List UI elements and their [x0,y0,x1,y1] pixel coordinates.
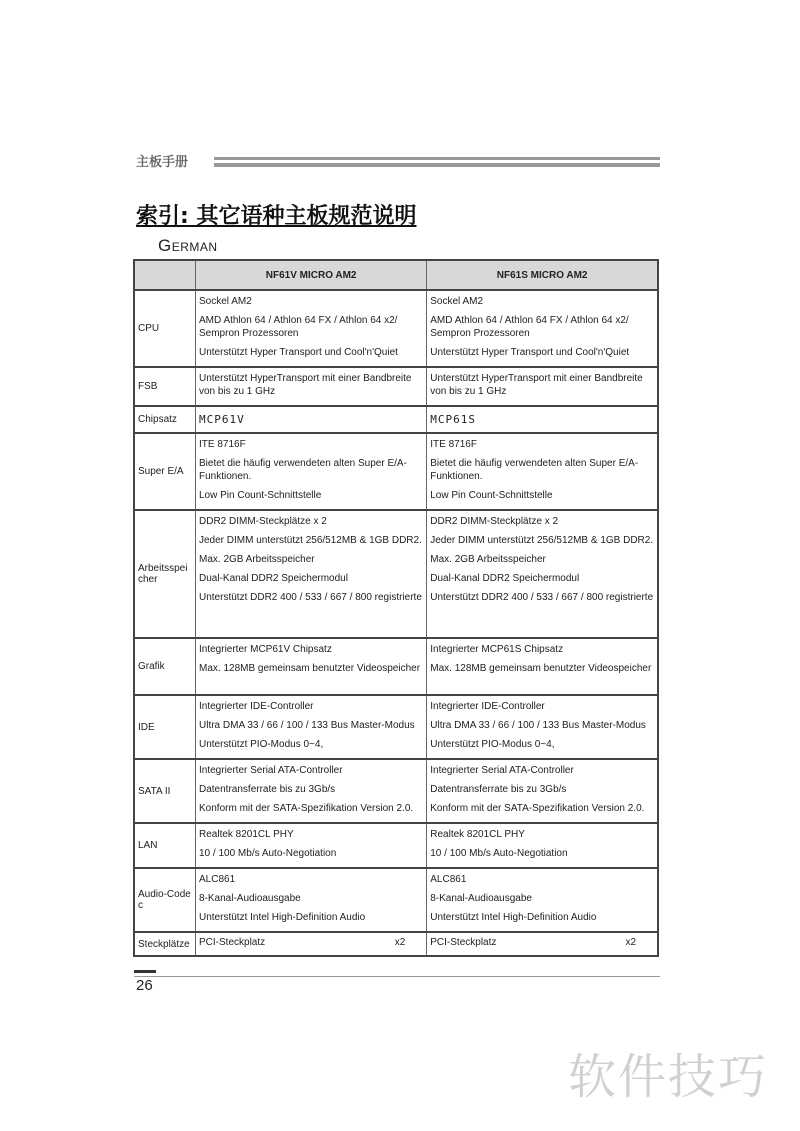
row-label: Chipsatz [134,406,196,433]
spec-line [199,802,423,815]
spec-cell [196,433,427,510]
spec-text: Dual-Kanal DDR2 Speichermodul [199,573,348,584]
spec-text: Unterstützt HyperTransport mit einer Bandbreite von bis zu 1 GHz [199,373,412,397]
table-row [134,433,658,510]
spec-line [199,489,423,502]
table-row [134,932,658,956]
spec-cell [196,510,427,638]
watermark: 软件技巧 [568,1049,769,1105]
spec-line [199,662,423,675]
spec-text: Low Pin Count-Schnittstelle [199,490,322,501]
spec-cell [427,932,658,956]
spec-text: Sockel AM2 [430,296,484,307]
spec-text: Integrierter MCP61V Chipsatz [199,644,332,655]
table-row [134,290,658,367]
spec-line [430,457,654,483]
header-rule [214,157,660,163]
spec-text: Ultra DMA 33 / 66 / 100 / 133 Bus Master-Modus [199,720,415,731]
spec-line [199,738,423,751]
spec-line [199,553,423,566]
spec-line [430,873,654,886]
spec-line [430,591,654,604]
spec-text: Unterstützt DDR2 400 / 533 / 667 / 800 registrierte [430,592,654,603]
spec-line [430,802,654,815]
spec-text: MCP61V [199,413,245,426]
spec-cell [196,290,427,367]
spec-line [199,534,423,547]
spec-line [199,372,423,398]
spec-line [199,643,423,656]
table-row [134,759,658,823]
spec-text: Unterstützt Hyper Transport und Cool'n'Quiet [430,347,630,358]
table-row [134,695,658,759]
spec-cell [427,510,658,638]
spec-text: PCI-Steckplatz [430,937,497,948]
spec-line [199,847,423,860]
spec-text: Jeder DIMM unterstützt 256/512MB & 1GB DDR2. [199,535,422,546]
spec-line [199,515,423,528]
spec-cell [196,406,427,433]
table-row [134,638,658,695]
row-label: LAN [134,823,196,868]
spec-line [430,911,654,924]
row-label: SATA II [134,759,196,823]
spec-text: Low Pin Count-Schnittstelle [430,490,553,501]
spec-text: Integrierter IDE-Controller [199,701,314,712]
spec-text: PCI-Steckplatz [199,937,266,948]
row-label: Arbeitsspeicher [134,510,196,638]
spec-line [199,764,423,777]
spec-line [430,719,654,732]
table-row [134,868,658,932]
language-heading: German [158,236,218,255]
spec-cell [427,290,658,367]
spec-line [430,534,654,547]
spec-text: Unterstützt Intel High-Definition Audio [430,912,597,923]
spec-cell [196,823,427,868]
spec-line [199,719,423,732]
spec-line [430,764,654,777]
spec-line [430,700,654,713]
spec-text: DDR2 DIMM-Steckplätze x 2 [199,516,327,527]
spec-line [430,489,654,502]
spec-text: ITE 8716F [430,439,477,450]
spec-cell [196,932,427,956]
spec-text: Integrierter Serial ATA-Controller [430,765,574,776]
spec-line [199,873,423,886]
spec-line [430,643,654,656]
spec-line [199,438,423,451]
spec-text: Datentransferrate bis zu 3Gb/s [199,784,336,795]
spec-line [430,314,654,340]
spec-line [430,515,654,528]
spec-text: 10 / 100 Mb/s Auto-Negotiation [430,848,568,859]
spec-cell [196,638,427,695]
table-row [134,367,658,406]
spec-line [199,591,423,604]
column-header: NF61V MICRO AM2 [196,260,427,290]
spec-text: Unterstützt Hyper Transport und Cool'n'Quiet [199,347,398,358]
quantity: x2 [394,937,406,948]
footer-mark [134,970,156,973]
spec-line [199,783,423,796]
spec-line [199,413,423,426]
spec-text: 8-Kanal-Audioausgabe [199,893,301,904]
spec-line [199,911,423,924]
spec-text: AMD Athlon 64 / Athlon 64 FX / Athlon 64 x2/ Sempron Prozessoren [199,315,398,339]
spec-line [199,936,423,949]
spec-text: Konform mit der SATA-Spezifikation Version 2.0. [199,803,414,814]
corner-cell [134,260,196,290]
spec-line [430,828,654,841]
spec-cell [196,367,427,406]
spec-text: Datentransferrate bis zu 3Gb/s [430,784,567,795]
spec-line [430,936,654,949]
spec-text: Max. 128MB gemeinsam benutzter Videospeicher [199,663,421,674]
spec-text: AMD Athlon 64 / Athlon 64 FX / Athlon 64 x2/ Sempron Prozessoren [430,315,629,339]
row-label: Grafik [134,638,196,695]
spec-cell [427,695,658,759]
spec-line [430,438,654,451]
spec-cell [427,759,658,823]
spec-line [199,892,423,905]
spec-line [430,346,654,359]
quantity: x2 [625,937,636,948]
spec-line [199,295,423,308]
spec-cell [427,823,658,868]
spec-text: Integrierter IDE-Controller [430,701,545,712]
row-label: FSB [134,367,196,406]
spec-line [430,372,654,398]
spec-line [430,553,654,566]
spec-text: 8-Kanal-Audioausgabe [430,893,532,904]
spec-text: ITE 8716F [199,439,246,450]
spec-text: Unterstützt PIO-Modus 0~4, [430,739,555,750]
row-label: Audio-Codec [134,868,196,932]
spec-line [430,295,654,308]
spec-text: MCP61S [430,413,476,426]
running-header: 主板手册 [136,154,189,169]
spec-text: ALC861 [430,874,467,885]
spec-cell [196,868,427,932]
page-number: 26 [136,977,153,994]
spec-line [430,892,654,905]
spec-text: DDR2 DIMM-Steckplätze x 2 [430,516,559,527]
spec-cell [196,695,427,759]
spec-cell [427,406,658,433]
spec-line [199,700,423,713]
spec-text: Max. 128MB gemeinsam benutzter Videospeicher [430,663,652,674]
spec-text: Integrierter MCP61S Chipsatz [430,644,564,655]
spec-text: Max. 2GB Arbeitsspeicher [430,554,546,565]
spec-text: Unterstützt PIO-Modus 0~4, [199,739,324,750]
footer-rule [134,976,660,977]
spec-cell [196,759,427,823]
spec-table [133,259,659,957]
spec-text: Realtek 8201CL PHY [199,829,294,840]
spec-text: Realtek 8201CL PHY [430,829,525,840]
spec-text: 10 / 100 Mb/s Auto-Negotiation [199,848,337,859]
page-title: 索引: 其它语种主板规范说明 [136,204,417,229]
spec-line [430,413,654,426]
spec-line [199,457,423,483]
spec-text: Dual-Kanal DDR2 Speichermodul [430,573,580,584]
spec-line [199,314,423,340]
table-row [134,823,658,868]
spec-text: Unterstützt Intel High-Definition Audio [199,912,366,923]
spec-cell [427,868,658,932]
spec-text: ALC861 [199,874,236,885]
spec-text: Bietet die häufig verwendeten alten Super E/A-Funktionen. [430,458,639,482]
spec-line [430,783,654,796]
spec-line [199,572,423,585]
spec-text: Integrierter Serial ATA-Controller [199,765,343,776]
row-label: Super E/A [134,433,196,510]
spec-text: Max. 2GB Arbeitsspeicher [199,554,315,565]
table-header-row [134,260,658,290]
column-header: NF61S MICRO AM2 [427,260,658,290]
spec-line [199,346,423,359]
spec-text: Unterstützt HyperTransport mit einer Bandbreite von bis zu 1 GHz [430,373,643,397]
spec-line [430,847,654,860]
spec-line [430,572,654,585]
row-label: IDE [134,695,196,759]
spec-cell [427,367,658,406]
row-label: Steckplätze [134,932,196,956]
spec-line [199,828,423,841]
spec-cell [427,433,658,510]
spec-cell [427,638,658,695]
spec-text: Unterstützt DDR2 400 / 533 / 667 / 800 registrierte [199,592,422,603]
spec-text: Sockel AM2 [199,296,252,307]
spec-text: Konform mit der SATA-Spezifikation Version 2.0. [430,803,645,814]
spec-text: Ultra DMA 33 / 66 / 100 / 133 Bus Master-Modus [430,720,646,731]
spec-text: Jeder DIMM unterstützt 256/512MB & 1GB DDR2. [430,535,654,546]
spec-line [430,662,654,675]
spec-line [430,738,654,751]
table-row [134,406,658,433]
table-row [134,510,658,638]
row-label: CPU [134,290,196,367]
spec-text: Bietet die häufig verwendeten alten Super E/A-Funktionen. [199,458,407,482]
